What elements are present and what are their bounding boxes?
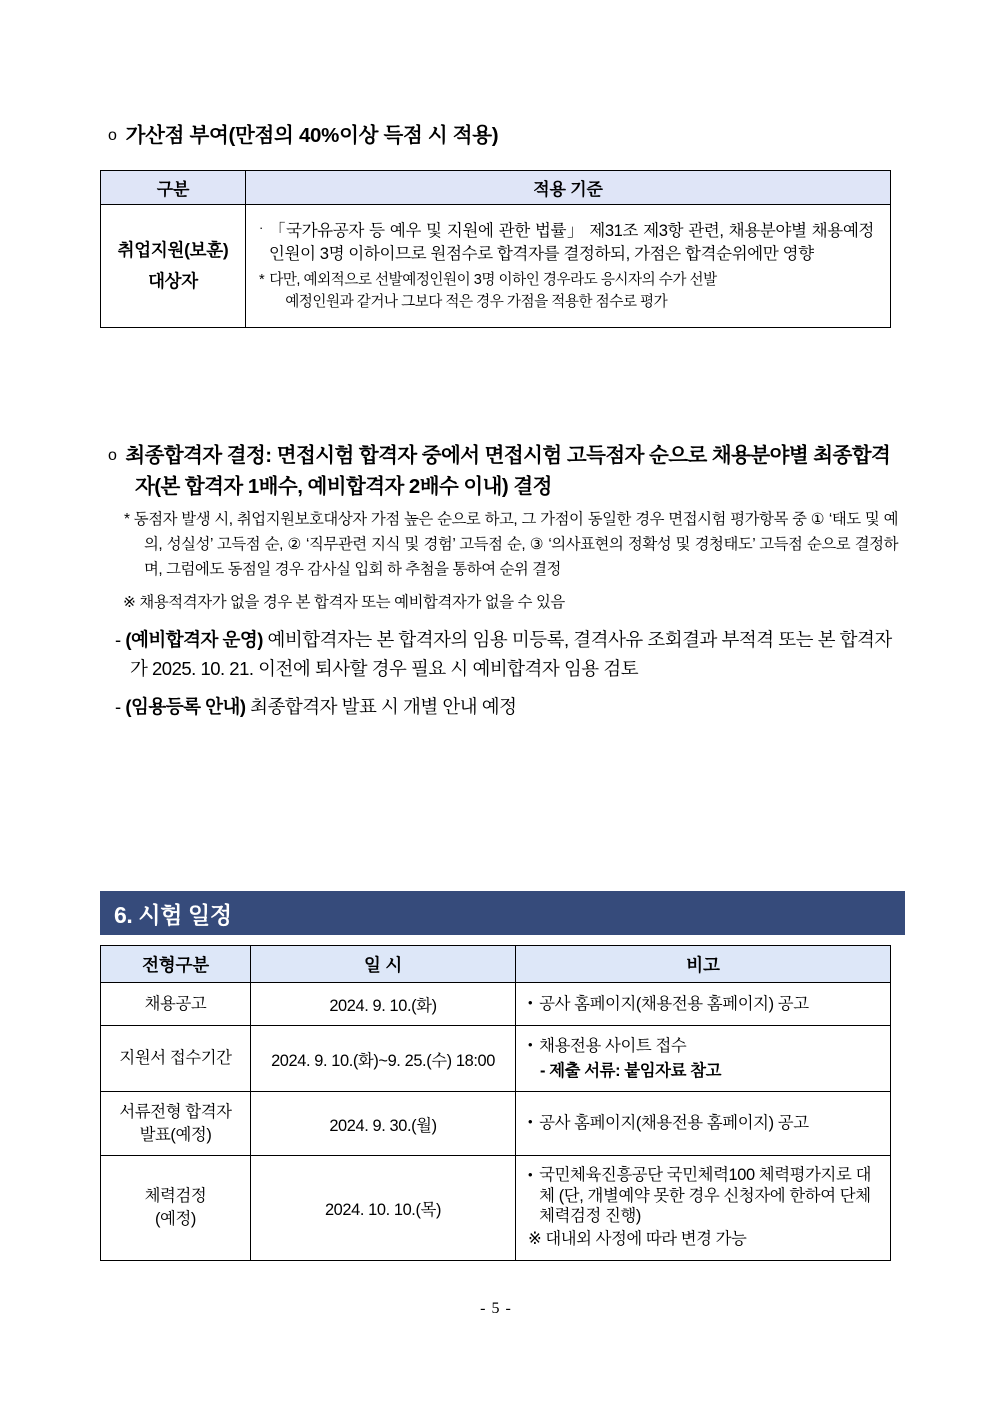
- appointment-registration-text: 최종합격자 발표 시 개별 안내 예정: [245, 696, 517, 718]
- cell-stage: [101, 1092, 251, 1156]
- stage-line2: (예정): [155, 1209, 196, 1228]
- reserve-candidate-label: (예비합격자 운영): [125, 628, 263, 650]
- section-6-title-bar: [100, 891, 905, 935]
- page-number: - 5 -: [480, 1300, 512, 1317]
- cell-date: 2024. 10. 10.(목): [251, 1155, 516, 1260]
- criteria-main-text: 「국가유공자 등 예우 및 지원에 관한 법률」 제31조 제3항 관련, 채용분야별 채용예정인원이 3명 이하이므로 원점수로 합격자를 결정하되, 가점은 합격순위에만 영향: [268, 221, 874, 264]
- section-6-title: 6. 시험 일정: [114, 901, 232, 928]
- cell-date: 2024. 9. 10.(화)~9. 25.(수) 18:00: [251, 1026, 516, 1092]
- table-row: [101, 1026, 891, 1092]
- column-header-stage: 전형구분: [101, 946, 251, 983]
- bullet-dot-icon: •: [528, 1166, 533, 1182]
- final-selection-block: [108, 440, 898, 721]
- cell-criteria-body: [246, 205, 891, 328]
- appointment-registration-label: (임용등록 안내): [125, 696, 246, 718]
- bullet-circle-marker: o: [108, 447, 117, 464]
- stage-line1: 체력검정: [144, 1187, 207, 1206]
- cell-stage: 채용공고: [101, 983, 251, 1026]
- remark-text: 공사 홈페이지(채용전용 홈페이지) 공고: [539, 994, 809, 1013]
- cell-target-label: [101, 205, 246, 328]
- dash-marker: -: [115, 628, 121, 650]
- column-header-datetime: 일 시: [251, 946, 516, 983]
- cell-remarks: [516, 983, 891, 1026]
- bonus-points-heading-text: 가산점 부여(만점의 40%이상 득점 시 적용): [125, 124, 499, 147]
- table-row: [101, 1092, 891, 1156]
- cell-stage: [101, 1155, 251, 1260]
- middot-icon: ·: [259, 220, 263, 235]
- table-row: [101, 205, 891, 328]
- dash-marker: -: [115, 696, 121, 718]
- stage-line2: 발표(예정): [139, 1125, 212, 1144]
- criteria-note-item: [259, 270, 874, 312]
- column-header-division: 구분: [101, 171, 246, 205]
- remark-list-item: [528, 1035, 882, 1058]
- reserve-candidate-text: 예비합격자는 본 합격자의 임용 미등록, 결격사유 조회결과 부적격 또는 본 합격자가 2025. 10. 21. 이전에 퇴사할 경우 필요 시 예비합격자 임용 검토: [130, 628, 892, 680]
- remark-list-item: [528, 1165, 882, 1227]
- remark-list-item: [528, 1112, 882, 1135]
- cell-stage: 지원서 접수기간: [101, 1026, 251, 1092]
- stage-line1: 서류전형 합격자: [119, 1103, 232, 1122]
- remark-text: 국민체육진흥공단 국민체력100 체력평가지로 대체 (단, 개별예약 못한 경우 신청자에 한하여 단체 체력검정 진행): [539, 1165, 871, 1226]
- remark-list-item: [528, 993, 882, 1016]
- table-row: [101, 983, 891, 1026]
- appointment-registration-item: [108, 692, 898, 721]
- table-row: [101, 1155, 891, 1260]
- bullet-dot-icon: •: [528, 1037, 533, 1052]
- final-selection-heading: [108, 440, 898, 502]
- asterisk-icon: *: [259, 272, 265, 289]
- table-header-row: [101, 171, 891, 205]
- bullet-circle-marker: o: [108, 127, 117, 144]
- target-label-line1: 취업지원(보훈): [117, 240, 229, 261]
- cell-remarks: [516, 1092, 891, 1156]
- remark-text: 공사 홈페이지(채용전용 홈페이지) 공고: [539, 1114, 809, 1133]
- bullet-dot-icon: •: [528, 994, 533, 1010]
- remark-text: 채용전용 사이트 접수: [539, 1037, 687, 1055]
- column-header-criteria: 적용 기준: [246, 171, 891, 205]
- column-header-remarks: 비고: [516, 946, 891, 983]
- criteria-main-item: [259, 219, 874, 265]
- target-label-line2: 대상자: [148, 270, 198, 291]
- criteria-note-text: [269, 270, 717, 312]
- cell-date: 2024. 9. 10.(화): [251, 983, 516, 1026]
- bonus-criteria-table: [100, 170, 891, 328]
- final-selection-reference-note: ※ 채용적격자가 없을 경우 본 합격자 또는 예비합격자가 없을 수 있음: [123, 594, 565, 612]
- exam-schedule-table: [100, 945, 891, 1261]
- cell-remarks: [516, 1026, 891, 1092]
- criteria-note-line2: 예정인원과 같거나 그보다 적은 경우 가점을 적용한 점수로 평가: [285, 293, 668, 310]
- cell-date: 2024. 9. 30.(월): [251, 1092, 516, 1156]
- final-selection-heading-text: 최종합격자 결정: 면접시험 합격자 중에서 면접시험 고득점자 순으로 채용분야별 최종합격자(본 합격자 1배수, 예비합격자 2배수 이내) 결정: [125, 444, 891, 499]
- cell-remarks: [516, 1155, 891, 1260]
- bullet-dot-icon: •: [528, 1114, 533, 1130]
- remark-reference-text: ※ 대내외 사정에 따라 변경 가능: [528, 1229, 747, 1248]
- final-selection-asterisk-note: * 동점자 발생 시, 취업지원보호대상자 가점 높은 순으로 하고, 그 가점이 동일한 경우 면접시험 평가항목 중 ① ‘태도 및 예의, 성실성’ 고득점 순, ② ‘직무관련 지식 및 경험’ 고득점 순, ③ ‘의사표현의 정확성 및 경청태도’ 고득점 순으로 결정하며, 그럼에도 동점일 경우 감사실 입회 하 추첨을 통하여 순위 결정: [124, 511, 898, 579]
- criteria-note-line1: 다만, 예외적으로 선발예정인원이 3명 이하인 경우라도 응시자의 수가 선발: [269, 272, 717, 289]
- remark-sub-text: - 제출 서류: 붙임자료 참고: [540, 1061, 722, 1080]
- bonus-points-heading: [108, 118, 498, 148]
- reserve-candidate-item: [108, 625, 898, 683]
- table-header-row: [101, 946, 891, 983]
